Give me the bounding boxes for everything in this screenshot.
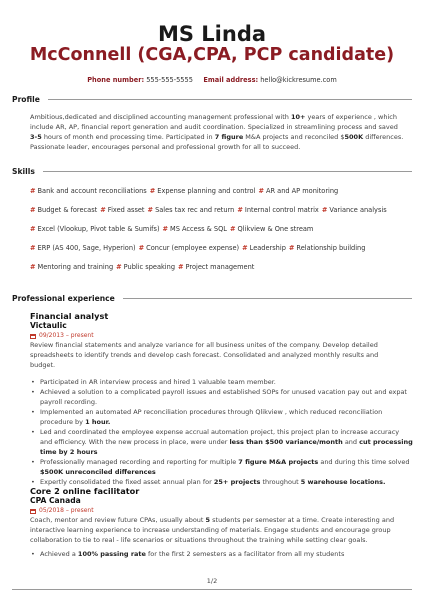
- section-divider: [123, 298, 412, 299]
- experience-section-header: [12, 294, 412, 303]
- skill-tag: [139, 244, 240, 252]
- section-divider: [43, 171, 412, 172]
- skill-label: Qlikview & One stream: [237, 225, 314, 233]
- skills-row: [30, 206, 414, 214]
- skills-row: [30, 225, 414, 233]
- profile-line: 3-5 hours of month end processing time. Participated in 7 figure M&A projects and reconciled $500K differences.: [30, 133, 404, 141]
- hash-icon: #: [30, 187, 36, 195]
- skill-tag: [30, 206, 97, 214]
- list-item: • Achieved a solution to a complicated payroll issues and established SOPs for unused vacation pay out and expat payroll recording.: [30, 387, 414, 407]
- skill-label: Mentoring and training: [37, 263, 114, 271]
- profile-line: Ambitious,dedicated and disciplined accounting management professional with 10+ years of experience , which: [30, 113, 397, 121]
- skill-label: Fixed asset: [107, 206, 145, 214]
- skill-tag: [258, 187, 338, 195]
- skill-label: Relationship building: [296, 244, 366, 252]
- hash-icon: #: [258, 187, 264, 195]
- section-divider: [48, 99, 412, 100]
- hash-icon: #: [100, 206, 106, 214]
- email-address[interactable]: hello@kickresume.com: [260, 76, 337, 84]
- hash-icon: #: [178, 263, 184, 271]
- skill-label: Leadership: [249, 244, 286, 252]
- skill-label: Budget & forecast: [37, 206, 98, 214]
- hash-icon: #: [30, 225, 36, 233]
- skill-tag: [322, 206, 387, 214]
- skill-tag: [242, 244, 286, 252]
- profile-text: [30, 112, 414, 152]
- list-item: • Achieved a 100% passing rate for the first 2 semesters as a facilitator from all my students: [30, 549, 414, 559]
- skill-tag: [30, 225, 160, 233]
- skill-label: MS Access & SQL: [170, 225, 227, 233]
- hash-icon: #: [162, 225, 169, 233]
- hash-icon: #: [30, 263, 36, 271]
- job-description: Review financial statements and analyze variance for all business unites of the company. Develop detailed spreadsheets to identify trends and develop cash forecast. Consolidated and analyzed monthly results and budget.: [30, 341, 379, 369]
- skill-label: Public speaking: [123, 263, 175, 271]
- profile-line: Passionate leader, encourages personal and professional growth for all to succeed.: [30, 143, 301, 151]
- skill-label: Concur (employee expense): [146, 244, 240, 252]
- skill-tag: [30, 244, 136, 252]
- hash-icon: #: [149, 187, 156, 195]
- section-title: Profile: [12, 95, 40, 104]
- hash-icon: #: [229, 225, 236, 233]
- candidate-name-line2: McConnell (CGA,CPA, PCP candidate): [29, 45, 395, 65]
- job-achievements: [30, 549, 414, 559]
- candidate-name-line1: MS Linda: [157, 22, 267, 46]
- skill-tag: [163, 225, 227, 233]
- skill-label: Variance analysis: [329, 206, 387, 214]
- job-date: 05/2018 – present: [30, 507, 94, 515]
- company-name: Victaulic: [30, 321, 67, 330]
- job-title: Core 2 online facilitator: [30, 486, 140, 496]
- skill-label: Bank and account reconciliations: [37, 187, 147, 195]
- skill-label: Project management: [185, 263, 255, 271]
- skill-tag: [30, 263, 113, 271]
- hash-icon: #: [30, 244, 36, 252]
- profile-section-header: [12, 95, 412, 104]
- skill-label: Excel (Vlookup, Pivot table & Sumifs): [37, 225, 160, 233]
- hash-icon: #: [30, 206, 36, 214]
- page-bottom-line: [12, 589, 412, 590]
- calendar-icon: [30, 509, 36, 514]
- skill-tag: [150, 187, 256, 195]
- hash-icon: #: [288, 244, 295, 252]
- job-title: Financial analyst: [30, 311, 109, 321]
- skill-label: Sales tax rec and return: [155, 206, 235, 214]
- skills-section-header: [12, 167, 412, 176]
- hash-icon: #: [116, 263, 122, 271]
- list-item: • Implemented an automated AP reconciliation procedures through Qlikview , which reduced reconciliation procedure by 1 hour.: [30, 407, 414, 427]
- calendar-icon: [30, 334, 36, 339]
- section-title: Skills: [12, 167, 35, 176]
- company-name: CPA Canada: [30, 496, 81, 505]
- skills-row: [30, 263, 414, 271]
- skill-label: Internal control matrix: [244, 206, 319, 214]
- section-title: Professional experience: [12, 294, 115, 303]
- phone-number: 555-555-5555: [146, 76, 193, 84]
- skill-tag: [30, 187, 147, 195]
- skill-tag: [100, 206, 144, 214]
- skill-tag: [116, 263, 175, 271]
- page-number: 1/2: [206, 577, 218, 585]
- hash-icon: #: [147, 206, 154, 214]
- list-item: • Led and coordinated the employee expense accrual automation project, this project plan to increase accuracy and efficiency. With the new process in place, were under less than $500 variance/month and cut processing time by 2 hours: [30, 427, 414, 457]
- skills-row: [30, 187, 414, 195]
- phone-label: Phone number:: [87, 76, 145, 84]
- hash-icon: #: [242, 244, 248, 252]
- contact-line: [0, 76, 424, 84]
- list-item: • Participated in AR interview process and hired 1 valuable team member.: [30, 377, 414, 387]
- hash-icon: #: [237, 206, 243, 214]
- profile-line: include AR, AP, financial report generation and audit coordination. Specialized in streamlining process and saved: [30, 123, 398, 131]
- list-item: • Professionally managed recording and reporting for multiple 7 figure M&A projects and during this time solved $500K unreconciled differences: [30, 457, 414, 477]
- skills-row: [30, 244, 414, 252]
- skill-label: AR and AP monitoring: [265, 187, 339, 195]
- skill-tag: [178, 263, 254, 271]
- skill-tag: [148, 206, 235, 214]
- hash-icon: #: [321, 206, 328, 214]
- skill-tag: [289, 244, 366, 252]
- job-date: 09/2013 – present: [30, 332, 94, 340]
- email-label: Email address:: [203, 76, 259, 84]
- job-description: Coach, mentor and review future CPAs, usually about 5 students per semester at a time. Create interesting and interactive learning experience to increase understanding of materials. Engage students and encourage group collaboration to tie to real - life scenarios or situations throughout the training while setting clear goals.: [30, 516, 395, 544]
- job-achievements: [30, 377, 414, 487]
- hash-icon: #: [138, 244, 145, 252]
- skill-tag: [230, 225, 313, 233]
- skill-tag: [237, 206, 319, 214]
- list-item: • Expertly consolidated the fixed asset annual plan for 25+ projects throughout 5 warehouse locations.: [30, 477, 414, 487]
- skill-label: ERP (AS 400, Sage, Hyperion): [37, 244, 136, 252]
- skill-label: Expense planning and control: [157, 187, 256, 195]
